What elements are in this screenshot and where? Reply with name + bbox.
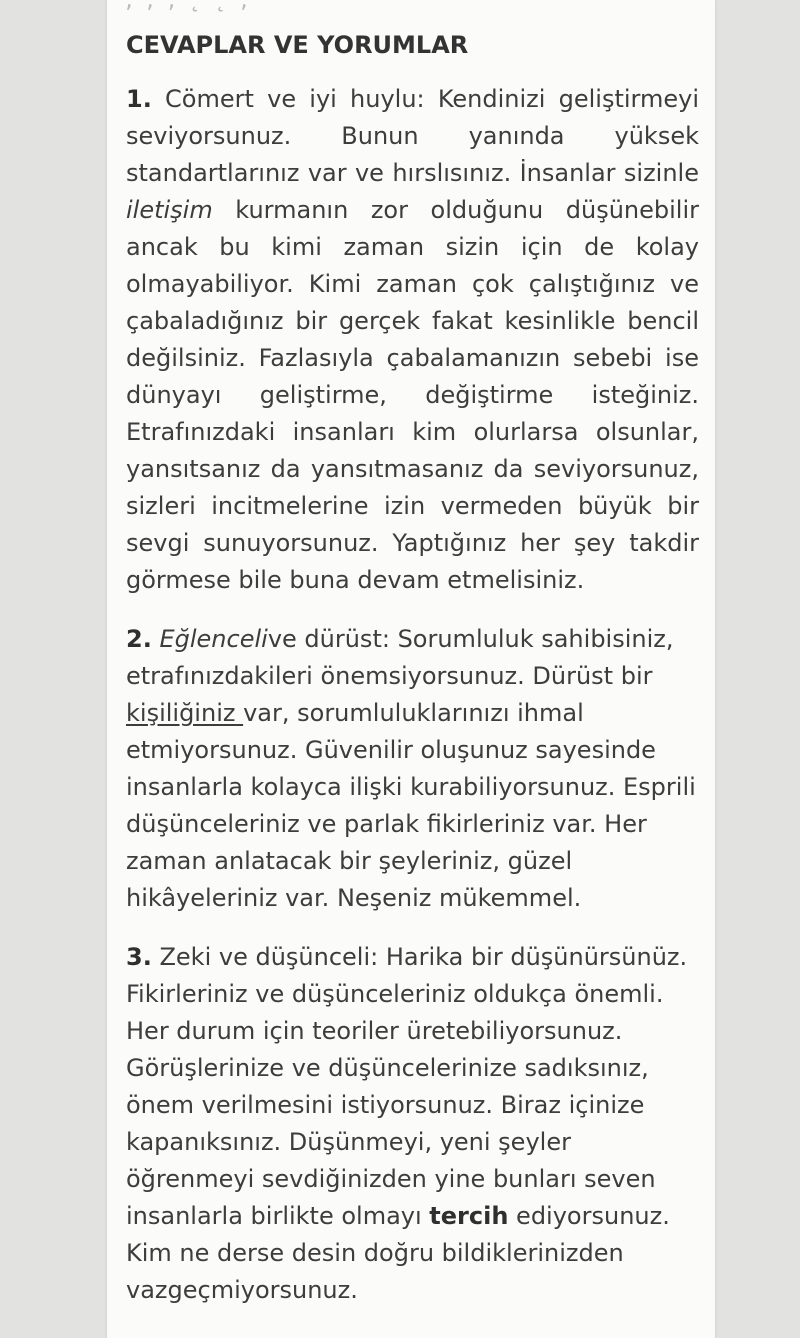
answer-2-paragraph (126, 621, 699, 917)
clipped-text-fragment (125, 0, 505, 4)
answer-1-number: 1. (126, 85, 152, 113)
answer-1-paragraph (126, 81, 699, 599)
answer-1-text-a: Cömert ve iyi huylu: Kendinizi geliştirmeyi seviyorsunuz. Bunun yanında yüksek standartlarınız var ve hırslısınız. İnsanlar sizinle (126, 85, 699, 187)
answer-1-text-b: kurmanın zor olduğunu düşünebilir ancak bu kimi zaman sizin için de kolay olmayabiliyor. Kimi zaman çok çalıştığınız ve çabaladığınız bir gerçek fakat kesinlikle bencil değilsiniz. Fazlasıyla çabalamanızın sebebi ise dünyayı geliştirme, değiştirme isteğiniz. Etrafınızdaki insanları kim olurlarsa olsunlar, yansıtsanız da yansıtmasanız da seviyorsunuz, sizleri incitmelerine izin vermeden büyük bir sevgi sunuyorsunuz. Yaptığınız her şey takdir görmese bile buna devam etmelisiniz. (126, 196, 699, 594)
answer-2-text-a: ve dürüst: Sorumluluk sahibisiniz, etrafınızdakileri önemsiyorsunuz. Dürüst bir (126, 625, 674, 690)
answer-3-paragraph (126, 939, 699, 1309)
answer-2-underlined-word: kişiliğiniz (126, 699, 244, 727)
answer-2-text-b: var, sorumluluklarınızı ihmal etmiyorsunuz. Güvenilir oluşunuz sayesinde insanlarla kolayca ilişki kurabiliyorsunuz. Esprili düşünceleriniz ve parlak fikirleriniz var. Her zaman anlatacak bir şeyleriniz, güzel hikâyeleriniz var. Neşeniz mükemmel. (126, 699, 696, 912)
answer-2-italic-word: Eğlenceli (159, 625, 268, 653)
answer-3-number: 3. (126, 943, 152, 971)
answer-3-bold-word: tercih (429, 1202, 509, 1230)
section-heading: CEVAPLAR VE YORUMLAR (126, 31, 469, 59)
document-page (107, 0, 715, 1338)
document-content (126, 28, 699, 1309)
answer-2-number: 2. (126, 625, 152, 653)
answer-3-text-b: ediyorsunuz. Kim ne derse desin doğru bildiklerinizden vazgeçmiyorsunuz. (126, 1202, 670, 1304)
answer-1-italic-word: iletişim (126, 196, 213, 224)
answer-3-text-a: Zeki ve düşünceli: Harika bir düşünürsünüz. Fikirleriniz ve düşünceleriniz oldukça önemli. Her durum için teoriler üretebiliyorsunuz. Görüşlerinize ve düşüncelerinize sadıksınız, önem verilmesini istiyorsunuz. Biraz içinize kapanıksınız. Düşünmeyi, yeni şeyler öğrenmeyi sevdiğinizden yine bunları seven insanlarla birlikte olmayı (126, 943, 688, 1230)
